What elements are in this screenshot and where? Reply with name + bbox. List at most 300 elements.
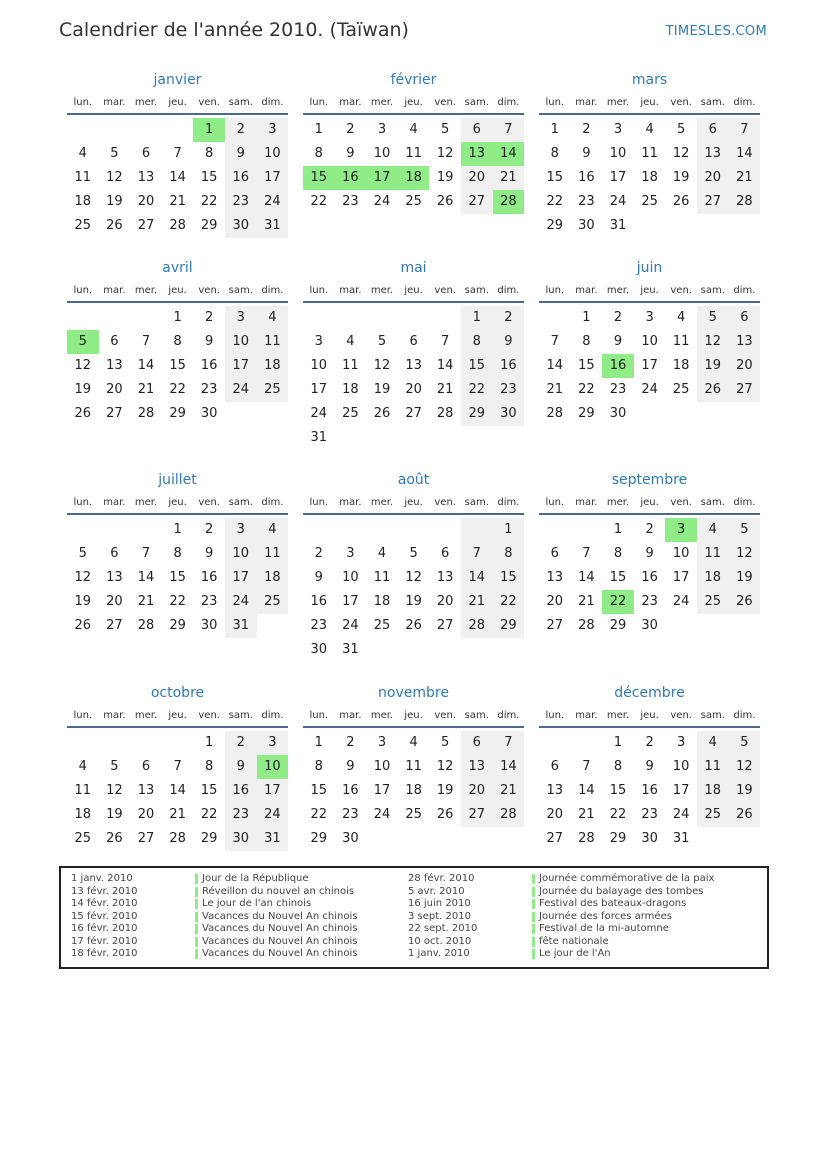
day-cell: 21 [169,194,186,209]
day-cell: 31 [342,642,359,657]
day-cell: 1 [314,735,323,750]
day-cell: 11 [704,546,722,561]
day-cell: 3 [677,735,686,750]
day-cell: 20 [137,194,155,209]
day-cell: 29 [578,406,595,421]
day-cell: 18 [264,570,281,585]
day-cell: 22 [546,194,564,209]
legend-holiday-name: Jour de la République [202,873,309,884]
day-cell: 7 [740,122,749,137]
day-cell: 13 [436,570,454,585]
day-cell: 22 [310,194,328,209]
day-cell: 22 [468,382,486,397]
weekday-label: dim. [733,710,756,721]
day-cell: 4 [409,122,418,137]
weekday-label: lun. [545,285,565,296]
day-cell: 14 [736,146,753,161]
holiday-day: 10 [257,755,289,779]
weekday-label: ven. [670,497,692,508]
day-cell: 20 [106,594,123,609]
day-cell: 18 [74,807,92,822]
legend-marker [195,887,198,897]
day-cell: 26 [736,594,753,609]
day-cell: 9 [346,759,355,774]
legend-date: 17 févr. 2010 [71,935,138,947]
day-cell: 22 [500,594,517,609]
day-cell: 27 [468,807,486,822]
day-cell: 12 [373,358,391,373]
month-name: février [390,72,437,88]
day-cell: 3 [613,122,623,137]
weekday-label: sam. [700,285,725,296]
legend-date: 28 févr. 2010 [408,873,475,884]
day-cell: 27 [106,618,123,633]
weekday-label: lun. [73,97,93,108]
day-cell: 7 [550,334,559,349]
day-cell: 1 [550,122,559,137]
legend-marker [532,924,535,934]
day-cell: 22 [609,807,627,822]
day-cell: 30 [641,831,658,846]
legend-holiday-name: Vacances du Nouvel An chinois [202,923,358,934]
day-cell: 15 [200,783,218,798]
day-cell: 8 [582,334,591,349]
weekday-label: dim. [497,497,520,508]
day-cell: 1 [173,522,182,537]
legend-holiday-name: Journée du balayage des tombes [539,885,704,897]
day-cell: 2 [205,522,214,537]
weekday-label: mar. [339,97,362,108]
day-cell: 5 [708,310,717,325]
day-cell: 15 [169,358,186,373]
day-cell: 14 [500,759,517,774]
month-name: janvier [153,72,202,88]
legend-holiday-name: Vacances du Nouvel An chinois [202,935,358,947]
day-cell: 28 [546,406,564,421]
day-cell: 28 [578,831,595,846]
day-cell: 23 [641,807,658,822]
month-name: septembre [611,472,688,488]
day-cell: 18 [672,358,690,373]
day-cell: 2 [236,735,245,750]
legend-holiday-name: Réveillon du nouvel an chinois [202,885,355,897]
day-cell: 13 [546,570,564,585]
day-cell: 20 [704,170,722,185]
holiday-day: 14 [493,142,525,166]
day-cell: 30 [609,406,627,421]
day-cell: 23 [200,594,218,609]
day-cell: 20 [106,382,123,397]
legend-holiday-name: Vacances du Nouvel An chinois [202,948,358,959]
day-cell: 27 [704,194,722,209]
day-cell: 26 [74,618,92,633]
day-cell: 18 [641,170,658,185]
day-cell: 9 [205,546,214,561]
day-cell: 8 [550,146,559,161]
day-cell: 20 [137,807,155,822]
day-cell: 17 [672,570,690,585]
legend-marker [195,949,198,959]
day-cell: 21 [546,382,564,397]
day-cell: 31 [264,831,281,846]
day-cell: 4 [645,122,654,137]
day-cell: 29 [200,831,218,846]
day-cell: 28 [468,618,486,633]
day-cell: 3 [268,735,277,750]
day-cell: 11 [405,146,422,161]
legend-holiday-name: fête nationale [539,935,609,947]
day-cell: 23 [342,194,359,209]
day-cell: 16 [200,358,218,373]
day-cell: 3 [236,522,245,537]
header-rule [303,726,524,728]
day-cell: 15 [310,783,328,798]
month-name: juin [636,260,663,276]
month-name: mai [400,260,427,276]
legend-holiday-name: Le jour de l'an chinois [202,898,312,909]
legend-date: 13 févr. 2010 [71,885,138,897]
day-cell: 12 [704,334,722,349]
day-cell: 25 [641,194,658,209]
day-cell: 9 [582,146,591,161]
holiday-day: 15 [303,166,335,190]
day-cell: 25 [672,382,690,397]
day-cell: 30 [232,218,250,233]
day-cell: 4 [268,522,277,537]
day-cell: 26 [736,807,753,822]
day-cell: 19 [736,570,753,585]
day-cell: 15 [609,783,627,798]
weekday-label: mer. [370,97,394,108]
day-cell: 4 [377,546,387,561]
day-cell: 5 [740,522,749,537]
day-cell: 7 [582,546,591,561]
day-cell: 17 [232,570,250,585]
legend-date: 16 juin 2010 [408,898,471,909]
day-cell: 3 [268,122,277,137]
day-cell: 10 [342,570,359,585]
day-cell: 9 [314,570,323,585]
day-cell: 9 [504,334,513,349]
day-cell: 25 [74,218,92,233]
day-cell: 8 [173,546,182,561]
weekday-label: ven. [434,710,456,721]
day-cell: 21 [468,594,486,609]
day-cell: 5 [740,735,749,750]
weekday-label: sam. [464,285,489,296]
day-cell: 12 [672,146,690,161]
weekday-label: lun. [309,97,329,108]
weekday-label: dim. [261,97,284,108]
weekday-label: mar. [339,497,362,508]
day-cell: 29 [500,618,517,633]
day-cell: 23 [200,382,218,397]
day-cell: 30 [342,831,359,846]
day-cell: 10 [264,146,281,161]
day-cell: 24 [264,194,281,209]
day-cell: 13 [704,146,722,161]
day-cell: 24 [672,594,690,609]
day-cell: 22 [169,594,186,609]
day-cell: 5 [110,146,119,161]
day-cell: 27 [736,382,753,397]
weekday-label: lun. [545,497,565,508]
day-cell: 31 [310,430,328,445]
day-cell: 25 [405,194,422,209]
day-cell: 23 [310,618,328,633]
day-cell: 26 [436,807,454,822]
day-cell: 4 [78,146,87,161]
day-cell: 10 [232,546,250,561]
day-cell: 12 [106,170,123,185]
day-cell: 25 [264,594,281,609]
holiday-day: 18 [398,166,430,190]
legend-marker [532,937,535,947]
day-cell: 9 [613,334,623,349]
day-cell: 7 [141,546,151,561]
month-name: avril [162,260,193,276]
day-cell: 6 [110,546,119,561]
day-cell: 30 [232,831,250,846]
day-cell: 7 [173,759,182,774]
day-cell: 13 [736,334,753,349]
day-cell: 14 [137,358,155,373]
day-cell: 21 [500,783,517,798]
legend-holiday-name: Vacances du Nouvel An chinois [202,910,358,922]
day-cell: 5 [377,334,387,349]
day-cell: 3 [236,310,245,325]
day-cell: 17 [264,783,281,798]
weekday-label: mar. [103,710,126,721]
day-cell: 27 [546,618,564,633]
day-cell: 16 [342,783,359,798]
day-cell: 29 [609,618,627,633]
day-cell: 11 [74,170,92,185]
day-cell: 15 [200,170,218,185]
day-cell: 6 [708,122,717,137]
day-cell: 31 [609,218,627,233]
day-cell: 23 [609,382,627,397]
header-rule [303,513,524,515]
day-cell: 16 [200,570,218,585]
day-cell: 4 [409,735,418,750]
day-cell: 31 [672,831,690,846]
day-cell: 18 [704,783,722,798]
legend-marker [532,912,535,922]
holiday-day: 13 [461,142,493,166]
day-cell: 13 [546,783,564,798]
brand-link[interactable]: TIMESLES.COM [665,24,767,39]
weekday-label: lun. [545,97,565,108]
weekday-label: sam. [228,285,253,296]
day-cell: 12 [736,759,753,774]
legend-holiday-name: Festival de la mi-automne [539,923,669,934]
legend-date: 1 janv. 2010 [408,948,470,959]
day-cell: 1 [205,735,214,750]
day-cell: 28 [578,618,595,633]
day-cell: 8 [205,146,214,161]
legend-holiday-name: Journée commémorative de la paix [539,873,715,884]
day-cell: 26 [106,218,123,233]
weekday-label: mer. [134,497,158,508]
day-cell: 27 [468,194,486,209]
day-cell: 5 [677,122,686,137]
weekday-label: sam. [228,497,253,508]
day-cell: 23 [641,594,658,609]
day-cell: 20 [736,358,753,373]
day-cell: 14 [436,358,454,373]
weekday-label: lun. [309,497,329,508]
day-cell: 2 [582,122,591,137]
day-cell: 7 [472,546,481,561]
day-cell: 9 [205,334,214,349]
weekday-label: sam. [228,710,253,721]
day-cell: 7 [141,334,151,349]
day-cell: 2 [346,122,355,137]
legend-holiday-name: Le jour de l'An [539,948,611,959]
day-cell: 13 [137,170,155,185]
day-cell: 19 [436,170,454,185]
day-cell: 22 [169,382,186,397]
weekday-label: mar. [103,497,126,508]
month-name: août [397,472,430,488]
day-cell: 1 [472,310,481,325]
weekday-label: mer. [134,97,158,108]
day-cell: 24 [310,406,328,421]
day-cell: 8 [314,759,323,774]
weekday-label: ven. [198,97,220,108]
legend-marker [532,874,535,884]
weekday-label: ven. [434,285,456,296]
day-cell: 12 [436,146,454,161]
holiday-day: 16 [602,354,634,378]
legend-date: 22 sept. 2010 [408,923,478,934]
weekday-label: jeu. [168,285,187,296]
weekday-label: jeu. [640,97,659,108]
day-cell: 27 [137,831,155,846]
legend-marker [532,949,535,959]
day-cell: 8 [504,546,513,561]
day-cell: 24 [609,194,627,209]
day-cell: 23 [342,807,359,822]
day-cell: 6 [141,146,151,161]
day-cell: 15 [500,570,517,585]
day-cell: 12 [436,759,454,774]
day-cell: 9 [645,546,654,561]
day-cell: 4 [708,522,717,537]
day-cell: 5 [78,546,87,561]
day-cell: 6 [472,122,481,137]
day-cell: 24 [342,618,359,633]
day-cell: 27 [436,618,454,633]
day-cell: 24 [232,594,250,609]
weekday-label: jeu. [404,710,423,721]
day-cell: 12 [74,358,92,373]
day-cell: 27 [137,218,155,233]
month-name: octobre [150,685,205,701]
day-cell: 30 [500,406,517,421]
day-cell: 3 [645,310,654,325]
day-cell: 19 [373,382,391,397]
weekday-label: sam. [700,497,725,508]
day-cell: 26 [373,406,391,421]
legend-date: 10 oct. 2010 [408,935,472,947]
weekday-label: mer. [370,285,394,296]
day-cell: 31 [232,618,250,633]
day-cell: 7 [582,759,591,774]
day-cell: 28 [736,194,753,209]
day-cell: 16 [578,170,595,185]
day-cell: 4 [268,310,277,325]
day-cell: 2 [314,546,323,561]
day-cell: 24 [641,382,658,397]
legend-date: 15 févr. 2010 [71,910,138,922]
month-name: juillet [158,472,197,488]
weekend-shade [461,518,493,542]
day-cell: 19 [74,594,92,609]
day-cell: 10 [310,358,328,373]
day-cell: 11 [74,783,92,798]
day-cell: 12 [74,570,92,585]
weekday-label: lun. [73,285,93,296]
weekday-label: jeu. [168,497,187,508]
header-rule [303,301,524,303]
day-cell: 5 [441,122,450,137]
weekday-label: ven. [670,97,692,108]
day-cell: 18 [405,783,422,798]
day-cell: 17 [672,783,690,798]
day-cell: 21 [578,594,595,609]
day-cell: 15 [546,170,564,185]
day-cell: 29 [609,831,627,846]
holiday-day: 1 [193,118,225,142]
day-cell: 6 [740,310,749,325]
day-cell: 22 [200,194,218,209]
day-cell: 6 [409,334,418,349]
weekday-label: jeu. [168,97,187,108]
day-cell: 18 [704,570,722,585]
day-cell: 21 [137,594,155,609]
weekday-label: jeu. [404,97,423,108]
day-cell: 24 [232,382,250,397]
weekday-label: jeu. [404,497,423,508]
holiday-day: 17 [366,166,398,190]
day-cell: 30 [641,618,658,633]
day-cell: 14 [468,570,486,585]
holiday-day: 28 [493,190,525,214]
day-cell: 8 [314,146,323,161]
day-cell: 20 [436,594,454,609]
day-cell: 18 [264,358,281,373]
day-cell: 26 [74,406,92,421]
day-cell: 19 [672,170,690,185]
header-rule [67,301,288,303]
weekday-label: lun. [309,710,329,721]
day-cell: 16 [500,358,517,373]
day-cell: 11 [264,334,281,349]
day-cell: 2 [205,310,214,325]
day-cell: 5 [409,546,418,561]
day-cell: 10 [373,759,391,774]
legend-marker [532,899,535,909]
day-cell: 30 [578,218,595,233]
day-cell: 21 [436,382,454,397]
day-cell: 4 [346,334,355,349]
day-cell: 2 [645,522,654,537]
day-cell: 7 [441,334,450,349]
day-cell: 27 [546,831,564,846]
day-cell: 1 [613,735,623,750]
